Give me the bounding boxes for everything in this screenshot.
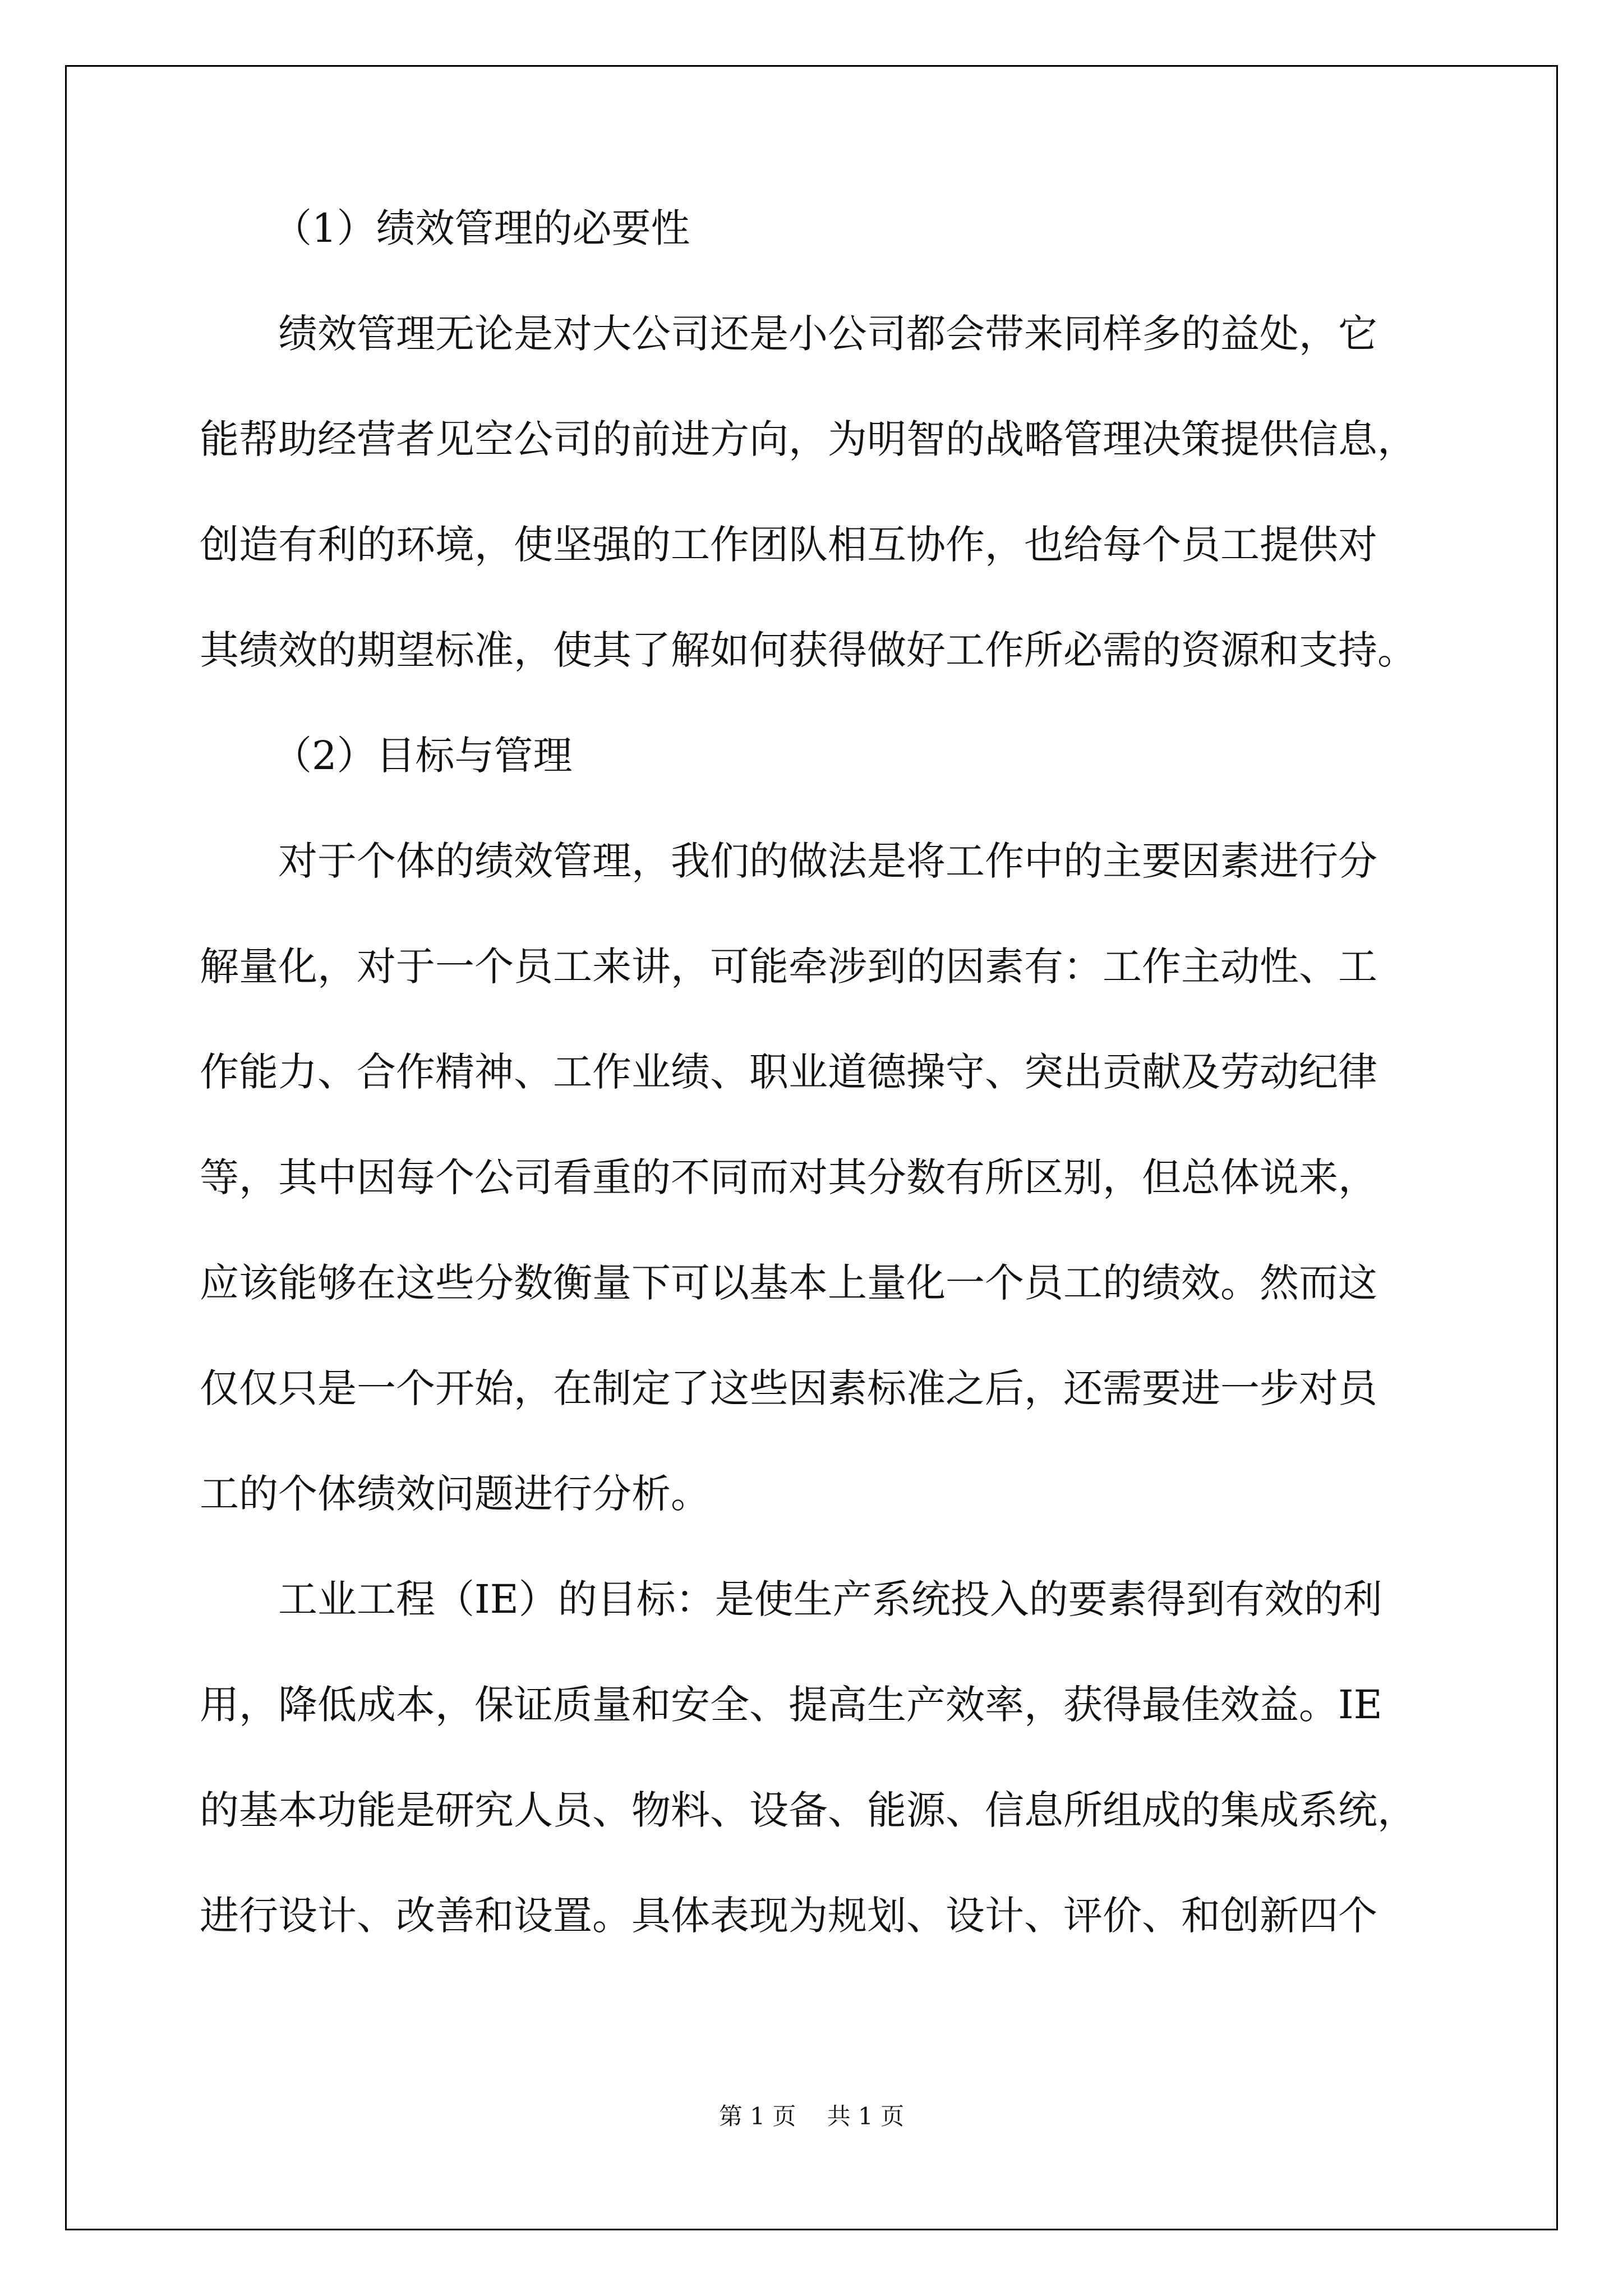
paragraph-line: 作能力、合作精神、工作业绩、职业道德操守、突出贡献及劳动纪律 (200, 1049, 1377, 1095)
paragraph-2 (200, 835, 1433, 1520)
paragraph-line: 等，其中因每个公司看重的不同而对其分数有所区别，但总体说来， (200, 1154, 1377, 1200)
paragraph-line: 解量化，对于一个员工来讲，可能牵涉到的因素有：工作主动性、工 (200, 944, 1377, 990)
paragraph-line: 应该能够在这些分数衡量下可以基本上量化一个员工的绩效。然而这 (200, 1260, 1377, 1306)
paragraph-line: 工业工程（IE）的目标：是使生产系统投入的要素得到有效的利 (278, 1576, 1382, 1622)
paragraph-3 (200, 1573, 1433, 1942)
paragraph-1 (200, 307, 1433, 677)
paragraph-line: 仅仅只是一个开始，在制定了这些因素标准之后，还需要进一步对员 (200, 1365, 1377, 1411)
section-heading-1: （1）绩效管理的必要性 (273, 205, 690, 251)
page-footer: 第 1 页 共 1 页 (718, 2102, 905, 2130)
paragraph-line: 其绩效的期望标准，使其了解如何获得做好工作所必需的资源和支持。 (200, 627, 1417, 673)
paragraph-line: 对于个体的绩效管理，我们的做法是将工作中的主要因素进行分 (278, 838, 1377, 884)
section-heading-2: （2）目标与管理 (273, 733, 573, 779)
paragraph-line: 的基本功能是研究人员、物料、设备、能源、信息所组成的集成系统， (200, 1787, 1417, 1833)
paragraph-line: 绩效管理无论是对大公司还是小公司都会带来同样多的益处，它 (278, 311, 1377, 357)
paragraph-line: 创造有利的环境，使坚强的工作团队相互协作，也给每个员工提供对 (200, 522, 1377, 568)
paragraph-line: 工的个体绩效问题进行分析。 (200, 1471, 710, 1517)
paragraph-line: 用，降低成本，保证质量和安全、提高生产效率，获得最佳效益。IE (200, 1682, 1382, 1728)
paragraph-line: 能帮助经营者见空公司的前进方向，为明智的战略管理决策提供信息， (200, 416, 1417, 462)
paragraph-line: 进行设计、改善和设置。具体表现为规划、设计、评价、和创新四个 (200, 1893, 1377, 1939)
document-body (200, 202, 1433, 1995)
